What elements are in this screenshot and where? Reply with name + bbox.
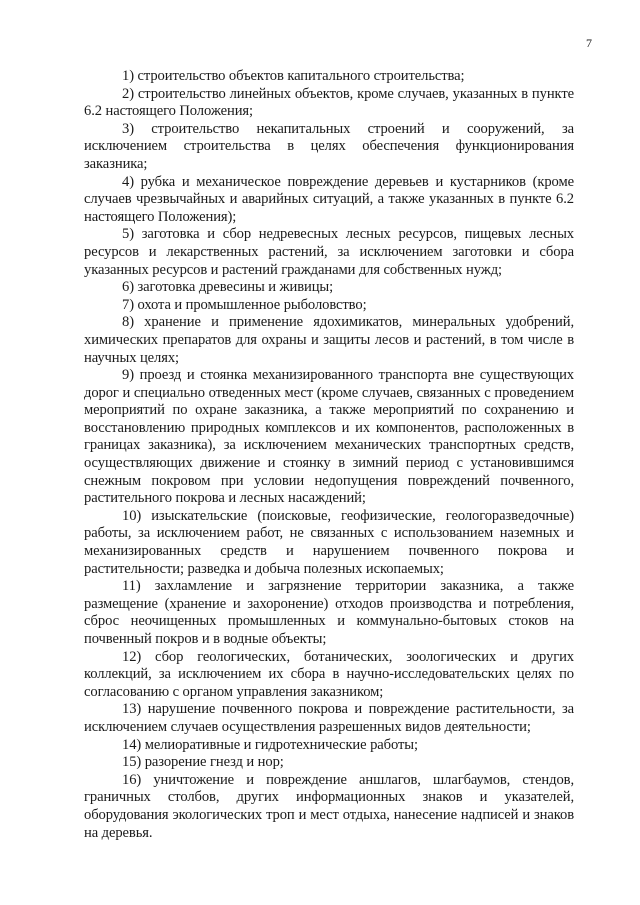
list-item: 12) сбор геологических, ботанических, зоологических и других коллекций, за исключением их сбора в научно-исследовательских целях по согласованию с органом управления заказником; xyxy=(84,648,574,700)
list-item: 9) проезд и стоянка механизированного транспорта вне существующих дорог и специально отведенных мест (кроме случаев, связанных с проведением мероприятий по охране заказника, а также мероприятий по сохранению и восстановлению природных комплексов и их компонентов, расположенных в границах заказника), за исключением механических транспортных средств, осуществляющих движение и стоянку в зимний период с установившимся снежным покровом при условии недопущения повреждений почвенного, растительного покрова и лесных насаждений; xyxy=(84,367,574,507)
list-item: 14) мелиоративные и гидротехнические работы; xyxy=(122,736,418,753)
list-item: 11) захламление и загрязнение территории заказника, а также размещение (хранение и захоронение) отходов производства и потребления, сброс неочищенных промышленных и коммунально-бытовых стоков на почвенный покров и в водные объекты; xyxy=(84,578,574,647)
list-item: 5) заготовка и сбор недревесных лесных ресурсов, пищевых лесных ресурсов и лекарственных растений, за исключением заготовки и сбора указанных ресурсов и растений гражданами для собственных нужд; xyxy=(84,226,574,278)
list-item: 3) строительство некапитальных строений и сооружений, за исключением строительства в целях обеспечения функционирования заказника; xyxy=(84,120,574,172)
list-item: 2) строительство линейных объектов, кроме случаев, указанных в пункте 6.2 настоящего Положения; xyxy=(84,85,574,120)
list-item: 16) уничтожение и повреждение аншлагов, шлагбаумов, стендов, граничных столбов, других информационных знаков и указателей, оборудования экологических троп и мест отдыха, нанесение надписей и знаков на деревья. xyxy=(84,771,574,841)
regulation-list xyxy=(84,68,574,842)
list-item: 8) хранение и применение ядохимикатов, минеральных удобрений, химических препаратов для охраны и защиты лесов и растений, в том числе в научных целях; xyxy=(84,314,574,366)
list-item: 13) нарушение почвенного покрова и повреждение растительности, за исключением случаев осуществления разрешенных видов деятельности; xyxy=(84,701,574,735)
list-item: 15) разорение гнезд и нор; xyxy=(122,754,284,771)
list-item: 4) рубка и механическое повреждение деревьев и кустарников (кроме случаев чрезвычайных и аварийных ситуаций, а также указанных в пункте 6.2 настоящего Положения); xyxy=(84,173,574,225)
list-item: 1) строительство объектов капитального строительства; xyxy=(122,68,465,84)
list-item: 10) изыскательские (поисковые, геофизические, геологоразведочные) работы, за исключением работ, не связанных с использованием наземных и механизированных средств и нарушением почвенного покрова и растительности; разведка и добыча полезных ископаемых; xyxy=(84,507,574,577)
list-item: 7) охота и промышленное рыболовство; xyxy=(122,296,367,313)
page-number: 7 xyxy=(586,36,592,50)
list-item: 6) заготовка древесины и живицы; xyxy=(122,279,334,296)
